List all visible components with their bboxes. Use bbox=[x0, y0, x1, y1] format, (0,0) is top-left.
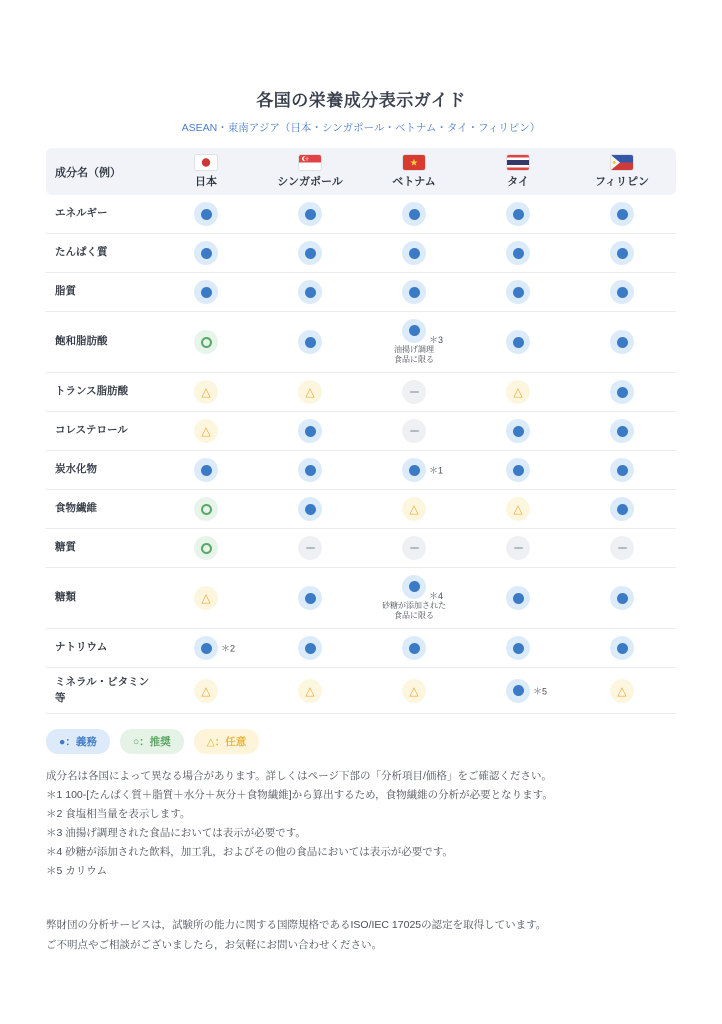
row-label: トランス脂肪酸 bbox=[55, 385, 129, 398]
optional-icon: △ bbox=[298, 679, 322, 703]
status-cell bbox=[154, 202, 258, 226]
status-cell bbox=[570, 497, 674, 521]
mandatory-icon bbox=[506, 636, 530, 660]
status-cell bbox=[362, 458, 466, 482]
mandatory-icon bbox=[506, 586, 530, 610]
status-cell bbox=[154, 458, 258, 482]
status-cell bbox=[154, 536, 258, 560]
footnote: ＊3 油揚げ調理された食品においては表示が必要です。 bbox=[46, 827, 306, 839]
mandatory-icon bbox=[298, 241, 322, 265]
mandatory-dot bbox=[513, 209, 524, 220]
none-dash bbox=[514, 547, 523, 550]
footnote-mark: ＊2 bbox=[221, 643, 236, 654]
status-cell bbox=[258, 380, 362, 404]
status-cell bbox=[258, 202, 362, 226]
table-row bbox=[46, 273, 676, 312]
mandatory-icon bbox=[610, 586, 634, 610]
mandatory-icon bbox=[506, 419, 530, 443]
mandatory-icon bbox=[402, 280, 426, 304]
legend bbox=[46, 729, 676, 754]
mandatory-icon bbox=[506, 679, 530, 703]
country-header bbox=[466, 155, 570, 189]
status-cell bbox=[466, 679, 570, 703]
row-label: たんぱく質 bbox=[55, 246, 108, 259]
status-cell bbox=[570, 636, 674, 660]
none-icon bbox=[506, 536, 530, 560]
mandatory-dot bbox=[513, 685, 524, 696]
mandatory-icon bbox=[402, 241, 426, 265]
country-name: 日本 bbox=[195, 175, 217, 188]
nutrition-table bbox=[46, 148, 676, 714]
none-icon bbox=[298, 536, 322, 560]
status-cell bbox=[362, 679, 466, 703]
status-cell bbox=[154, 586, 258, 610]
status-cell bbox=[258, 241, 362, 265]
table-row bbox=[46, 234, 676, 273]
page-title: 各国の栄養成分表示ガイド bbox=[256, 91, 466, 110]
mandatory-icon bbox=[298, 330, 322, 354]
footnote: ＊1 100-[たんぱく質＋脂質＋水分＋灰分＋食物繊維]から算出するため，食物繊維の分析が必要となります。 bbox=[46, 789, 553, 801]
mandatory-dot bbox=[201, 287, 212, 298]
mandatory-icon bbox=[298, 202, 322, 226]
mandatory-icon bbox=[610, 202, 634, 226]
mandatory-icon bbox=[610, 241, 634, 265]
mandatory-dot bbox=[409, 209, 420, 220]
mandatory-dot bbox=[201, 248, 212, 259]
optional-icon: △ bbox=[506, 380, 530, 404]
country-name: タイ bbox=[507, 175, 529, 188]
singapore-flag-icon bbox=[299, 155, 321, 170]
status-cell bbox=[362, 419, 466, 443]
legend-item-mandatory: ●：義務 bbox=[46, 729, 110, 754]
none-icon bbox=[402, 536, 426, 560]
mandatory-dot bbox=[305, 426, 316, 437]
cell-note: 砂糖が添加された 食品に限る bbox=[382, 600, 446, 620]
mandatory-dot bbox=[409, 581, 420, 592]
status-cell bbox=[258, 586, 362, 610]
mandatory-dot bbox=[617, 643, 628, 654]
status-cell bbox=[570, 679, 674, 703]
footnote: ＊4 砂糖が添加された飲料，加工乳，およびその他の食品においては表示が必要です。 bbox=[46, 846, 453, 858]
footnote: ＊5 カリウム bbox=[46, 865, 108, 877]
status-cell bbox=[362, 536, 466, 560]
mandatory-icon bbox=[298, 497, 322, 521]
row-label: 炭水化物 bbox=[55, 463, 97, 476]
status-cell bbox=[570, 241, 674, 265]
status-cell bbox=[258, 497, 362, 521]
mandatory-dot bbox=[513, 465, 524, 476]
mandatory-icon bbox=[402, 202, 426, 226]
mandatory-icon bbox=[506, 202, 530, 226]
table-header bbox=[46, 148, 676, 195]
japan-flag-icon bbox=[195, 155, 217, 170]
mandatory-icon bbox=[610, 380, 634, 404]
status-cell bbox=[570, 202, 674, 226]
mandatory-dot bbox=[513, 593, 524, 604]
status-cell bbox=[570, 586, 674, 610]
status-cell bbox=[362, 319, 466, 366]
country-header bbox=[154, 155, 258, 189]
table-row bbox=[46, 529, 676, 568]
country-header bbox=[362, 155, 466, 189]
mandatory-icon bbox=[298, 458, 322, 482]
none-icon bbox=[402, 380, 426, 404]
mandatory-dot bbox=[201, 209, 212, 220]
footnote-mark: ＊5 bbox=[533, 686, 548, 696]
status-cell bbox=[466, 497, 570, 521]
status-cell bbox=[362, 280, 466, 304]
status-cell bbox=[258, 419, 362, 443]
status-cell bbox=[154, 280, 258, 304]
mandatory-dot bbox=[617, 504, 628, 515]
status-cell bbox=[154, 330, 258, 354]
status-cell bbox=[466, 241, 570, 265]
status-cell bbox=[362, 241, 466, 265]
country-name: フィリピン bbox=[594, 175, 650, 188]
status-cell bbox=[362, 202, 466, 226]
row-label: 飽和脂肪酸 bbox=[55, 335, 108, 348]
none-dash bbox=[306, 547, 315, 550]
row-label: ミネラル・ビタミン等 bbox=[55, 676, 150, 704]
mandatory-icon bbox=[298, 419, 322, 443]
optional-icon: △ bbox=[194, 586, 218, 610]
legend-item-recommended: ○：推奨 bbox=[120, 729, 184, 754]
status-cell bbox=[466, 380, 570, 404]
status-cell bbox=[570, 419, 674, 443]
mandatory-dot bbox=[617, 387, 628, 398]
status-cell bbox=[570, 330, 674, 354]
mandatory-dot bbox=[305, 209, 316, 220]
mandatory-dot bbox=[409, 465, 420, 476]
mandatory-icon bbox=[506, 241, 530, 265]
table-row bbox=[46, 668, 676, 714]
status-cell bbox=[154, 380, 258, 404]
mandatory-icon bbox=[402, 319, 426, 343]
optional-icon: △ bbox=[298, 380, 322, 404]
status-cell bbox=[362, 497, 466, 521]
status-cell bbox=[570, 280, 674, 304]
mandatory-icon bbox=[402, 575, 426, 599]
table-row bbox=[46, 629, 676, 668]
status-cell bbox=[570, 458, 674, 482]
status-cell bbox=[466, 458, 570, 482]
status-cell bbox=[570, 536, 674, 560]
recommended-icon bbox=[194, 330, 218, 354]
table-row bbox=[46, 490, 676, 529]
footnote-mark: ＊1 bbox=[429, 465, 444, 476]
status-cell bbox=[362, 380, 466, 404]
mandatory-dot bbox=[305, 593, 316, 604]
mandatory-dot bbox=[305, 287, 316, 298]
table-row bbox=[46, 451, 676, 490]
status-cell bbox=[258, 636, 362, 660]
status-cell bbox=[466, 536, 570, 560]
optional-icon: △ bbox=[610, 679, 634, 703]
mandatory-icon bbox=[610, 419, 634, 443]
mandatory-dot bbox=[409, 643, 420, 654]
thailand-flag-icon bbox=[507, 155, 529, 170]
recommended-ring bbox=[201, 337, 212, 348]
status-cell bbox=[466, 419, 570, 443]
table-row bbox=[46, 195, 676, 234]
country-header bbox=[258, 155, 362, 189]
mandatory-dot bbox=[617, 287, 628, 298]
mandatory-icon bbox=[610, 458, 634, 482]
footnote-intro: 成分名は各国によって異なる場合があります。詳しくはページ下部の「分析項目/価格」をご確認ください。 bbox=[46, 770, 552, 782]
status-cell bbox=[466, 280, 570, 304]
mandatory-icon bbox=[402, 458, 426, 482]
footnote-mark: ＊3 bbox=[429, 334, 444, 345]
mandatory-dot bbox=[305, 248, 316, 259]
footer bbox=[46, 915, 676, 955]
vietnam-flag-icon bbox=[403, 155, 425, 170]
philippines-flag-icon bbox=[611, 155, 633, 170]
mandatory-icon bbox=[298, 586, 322, 610]
mandatory-dot bbox=[305, 504, 316, 515]
status-cell bbox=[362, 575, 466, 622]
table-row bbox=[46, 373, 676, 412]
table-row bbox=[46, 568, 676, 629]
row-label: コレステロール bbox=[55, 424, 128, 437]
mandatory-dot bbox=[617, 337, 628, 348]
mandatory-icon bbox=[194, 241, 218, 265]
cell-note: 油揚げ調理 食品に限る bbox=[394, 344, 434, 364]
mandatory-dot bbox=[409, 287, 420, 298]
row-label: ナトリウム bbox=[55, 641, 108, 654]
status-cell bbox=[258, 458, 362, 482]
status-cell bbox=[154, 679, 258, 703]
status-cell bbox=[154, 241, 258, 265]
status-cell bbox=[466, 202, 570, 226]
mandatory-dot bbox=[305, 337, 316, 348]
none-dash bbox=[410, 547, 419, 550]
row-label: 食物繊維 bbox=[55, 502, 97, 515]
footer-text: ご不明点やご相談がございましたら，お気軽にお問い合わせください。 bbox=[46, 939, 382, 951]
mandatory-icon bbox=[506, 458, 530, 482]
mandatory-dot bbox=[617, 593, 628, 604]
status-cell bbox=[154, 497, 258, 521]
status-cell bbox=[258, 330, 362, 354]
mandatory-icon bbox=[194, 458, 218, 482]
mandatory-dot bbox=[617, 465, 628, 476]
mandatory-dot bbox=[305, 643, 316, 654]
table-row bbox=[46, 312, 676, 373]
recommended-icon bbox=[194, 497, 218, 521]
optional-icon: △ bbox=[402, 497, 426, 521]
mandatory-icon bbox=[298, 636, 322, 660]
page-subtitle: ASEAN・東南アジア（日本・シンガポール・ベトナム・タイ・フィリピン） bbox=[181, 122, 541, 134]
optional-icon: △ bbox=[194, 419, 218, 443]
mandatory-icon bbox=[506, 330, 530, 354]
status-cell bbox=[154, 636, 258, 660]
mandatory-dot bbox=[409, 248, 420, 259]
row-label: 脂質 bbox=[55, 285, 76, 298]
status-cell bbox=[362, 636, 466, 660]
mandatory-icon bbox=[610, 636, 634, 660]
mandatory-icon bbox=[402, 636, 426, 660]
recommended-ring bbox=[201, 543, 212, 554]
mandatory-icon bbox=[610, 497, 634, 521]
legend-item-optional: △：任意 bbox=[194, 729, 260, 754]
mandatory-dot bbox=[513, 248, 524, 259]
recommended-ring bbox=[201, 504, 212, 515]
mandatory-dot bbox=[201, 643, 212, 654]
status-cell bbox=[258, 679, 362, 703]
mandatory-icon bbox=[610, 330, 634, 354]
header-label: 成分名（例） bbox=[55, 166, 121, 179]
status-cell bbox=[258, 280, 362, 304]
status-cell bbox=[154, 419, 258, 443]
mandatory-dot bbox=[409, 325, 420, 336]
mandatory-dot bbox=[305, 465, 316, 476]
mandatory-dot bbox=[513, 426, 524, 437]
status-cell bbox=[466, 330, 570, 354]
status-cell bbox=[466, 636, 570, 660]
none-dash bbox=[410, 430, 419, 433]
mandatory-dot bbox=[617, 209, 628, 220]
optional-icon: △ bbox=[506, 497, 530, 521]
row-label: 糖質 bbox=[55, 541, 76, 554]
mandatory-dot bbox=[617, 426, 628, 437]
recommended-icon bbox=[194, 536, 218, 560]
status-cell bbox=[466, 586, 570, 610]
none-dash bbox=[618, 547, 627, 550]
footnote-mark: ＊4 bbox=[429, 590, 444, 601]
table-body bbox=[46, 195, 676, 714]
optional-icon: △ bbox=[402, 679, 426, 703]
optional-icon: △ bbox=[194, 380, 218, 404]
country-header bbox=[570, 155, 674, 189]
status-cell bbox=[258, 536, 362, 560]
none-icon bbox=[610, 536, 634, 560]
row-label: 糖類 bbox=[55, 591, 76, 604]
table-row bbox=[46, 412, 676, 451]
status-cell bbox=[570, 380, 674, 404]
row-label: エネルギー bbox=[55, 207, 108, 220]
mandatory-icon bbox=[194, 280, 218, 304]
none-icon bbox=[402, 419, 426, 443]
mandatory-icon bbox=[194, 202, 218, 226]
footer-text: 弊財団の分析サービスは，試験所の能力に関する国際規格であるISO/IEC 17025の認定を取得しています。 bbox=[46, 919, 547, 931]
country-name: ベトナム bbox=[392, 175, 436, 188]
none-dash bbox=[410, 391, 419, 394]
mandatory-dot bbox=[201, 465, 212, 476]
mandatory-dot bbox=[513, 643, 524, 654]
footnotes bbox=[46, 767, 676, 881]
mandatory-dot bbox=[617, 248, 628, 259]
mandatory-icon bbox=[298, 280, 322, 304]
footnote: ＊2 食塩相当量を表示します。 bbox=[46, 808, 191, 820]
mandatory-icon bbox=[194, 636, 218, 660]
optional-icon: △ bbox=[194, 679, 218, 703]
country-name: シンガポール bbox=[277, 175, 343, 188]
mandatory-dot bbox=[513, 287, 524, 298]
mandatory-icon bbox=[610, 280, 634, 304]
mandatory-icon bbox=[506, 280, 530, 304]
mandatory-dot bbox=[513, 337, 524, 348]
